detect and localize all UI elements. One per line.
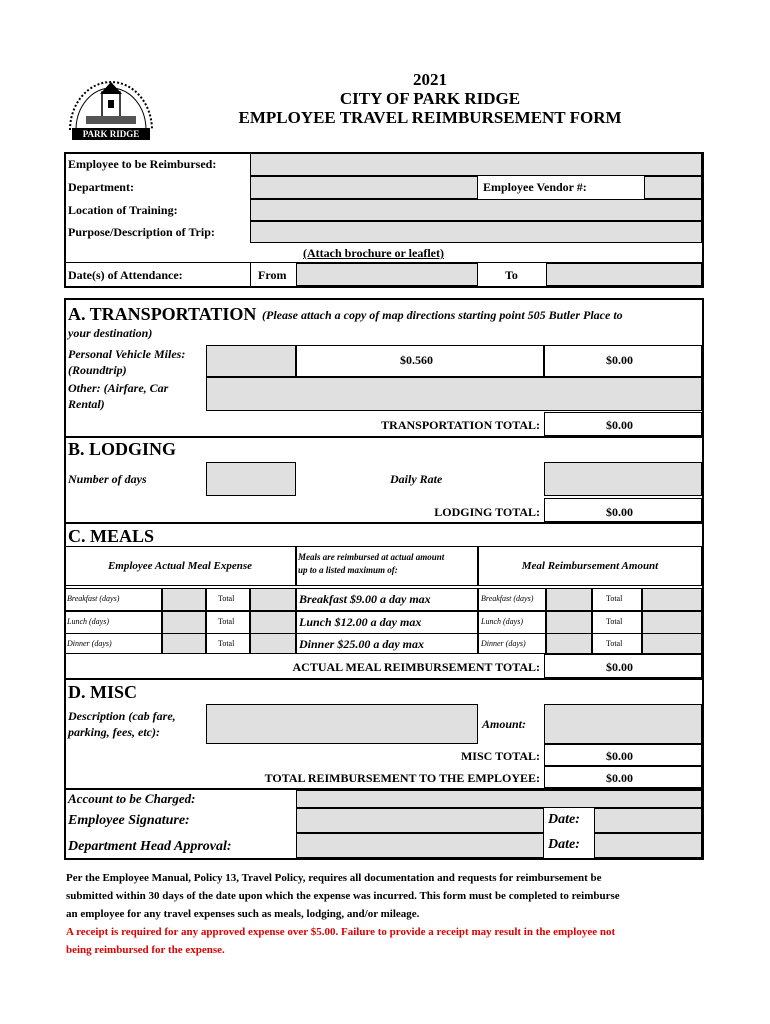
days-label: Number of days (68, 472, 147, 486)
employee-signature-label: Employee Signature: (68, 813, 190, 828)
meal-reimb-amount-field[interactable] (642, 611, 702, 634)
receipt-warning-2: being reimbursed for the expense. (66, 944, 225, 956)
meal-total-label-small: Total (218, 639, 235, 648)
transportation-total: $0.00 (606, 418, 633, 432)
lodging-total: $0.00 (606, 505, 633, 519)
meal-row-label: Lunch (days) (67, 617, 109, 626)
meal-reimb-days-field[interactable] (546, 588, 592, 611)
daily-rate-label: Daily Rate (390, 472, 443, 486)
meal-reimb-days-field[interactable] (546, 633, 592, 654)
location-label: Location of Training: (68, 203, 178, 217)
mileage-amount: $0.00 (606, 353, 633, 367)
employee-signature-field[interactable] (296, 808, 544, 833)
meal-total: $0.00 (606, 660, 633, 674)
policy-text-3: an employee for any travel expenses such as meals, lodging, and/or mileage. (66, 908, 420, 920)
misc-total: $0.00 (606, 749, 633, 763)
misc-total-label: MISC TOTAL: (460, 749, 540, 763)
meal-days-field[interactable] (162, 611, 206, 634)
city-logo (64, 70, 158, 142)
meal-reimb-total-label: Total (606, 594, 623, 603)
approval-date-field[interactable] (594, 833, 702, 858)
approval-signature-field[interactable] (296, 833, 544, 858)
employee-name-field[interactable] (250, 153, 702, 176)
lodging-days-field[interactable] (206, 462, 296, 496)
meal-reimb-days-field[interactable] (546, 611, 592, 634)
transportation-total-label: TRANSPORTATION TOTAL: (381, 418, 540, 432)
form-title: EMPLOYEE TRAVEL REIMBURSEMENT FORM (238, 108, 622, 127)
misc-description-field[interactable] (206, 704, 478, 744)
miles-label: Personal Vehicle Miles: (68, 347, 186, 361)
grand-total-label: TOTAL REIMBURSEMENT TO THE EMPLOYEE: (264, 771, 540, 785)
city-name: CITY OF PARK RIDGE (339, 89, 521, 108)
attach-note: (Attach brochure or leaflet) (303, 246, 444, 260)
other-label: Other: (Airfare, Car (68, 381, 169, 395)
meal-reimb-label: Breakfast (days) (481, 594, 534, 603)
from-label: From (258, 268, 287, 282)
meals-heading: C. MEALS (68, 526, 155, 546)
misc-description-label-2: parking, fees, etc): (68, 725, 160, 739)
account-field[interactable] (296, 790, 702, 808)
misc-heading: D. MISC (68, 682, 138, 702)
meal-row-label: Breakfast (days) (67, 594, 120, 603)
miles-label-2: (Roundtrip) (68, 363, 127, 377)
meal-reimb-amount-field[interactable] (642, 588, 702, 611)
meal-reimb-label: Lunch (days) (481, 617, 523, 626)
meal-amount-field[interactable] (250, 611, 296, 634)
lodging-total-label: LODGING TOTAL: (434, 505, 540, 519)
meal-reimbursement-header: Meal Reimbursement Amount (521, 560, 659, 572)
account-label: Account to be Charged: (68, 791, 196, 806)
misc-description-label: Description (cab fare, (68, 709, 176, 723)
meal-reimb-total-label: Total (606, 639, 623, 648)
location-field[interactable] (250, 199, 702, 221)
meal-days-field[interactable] (162, 588, 206, 611)
vendor-label: Employee Vendor #: (483, 180, 587, 194)
transportation-note-2: your destination) (68, 326, 153, 340)
meal-max-text: Lunch $12.00 a day max (299, 615, 422, 629)
meal-amount-field[interactable] (250, 588, 296, 611)
purpose-field[interactable] (250, 221, 702, 243)
meal-max-text: Dinner $25.00 a day max (299, 637, 425, 651)
meal-row-label: Dinner (days) (67, 639, 112, 648)
meal-reimb-label: Dinner (days) (481, 639, 526, 648)
mileage-rate: $0.560 (400, 353, 433, 367)
meal-total-label: ACTUAL MEAL REIMBURSEMENT TOTAL: (292, 660, 540, 674)
daily-rate-field[interactable] (544, 462, 702, 496)
receipt-warning: A receipt is required for any approved expense over $5.00. Failure to provide a receipt may result in the employee not (66, 926, 616, 938)
actual-meal-header: Employee Actual Meal Expense (107, 560, 253, 572)
misc-amount-field[interactable] (544, 704, 702, 744)
vendor-field[interactable] (644, 176, 702, 199)
meal-days-field[interactable] (162, 633, 206, 654)
meal-reimb-amount-field[interactable] (642, 633, 702, 654)
department-label: Department: (68, 180, 134, 194)
other-label-2: Rental) (68, 397, 105, 411)
meal-note: Meals are reimbursed at actual amount (298, 552, 445, 562)
meal-total-label-small: Total (218, 617, 235, 626)
logo-text: PARK RIDGE (82, 129, 140, 139)
lodging-heading: B. LODGING (68, 439, 177, 459)
dates-label: Date(s) of Attendance: (68, 268, 183, 282)
transportation-note: (Please attach a copy of map directions starting point 505 Butler Place to (262, 308, 623, 322)
meal-note-2: up to a listed maximum of: (298, 565, 398, 575)
transportation-heading: A. TRANSPORTATION (68, 304, 257, 324)
meal-max-text: Breakfast $9.00 a day max (299, 592, 431, 606)
from-date-field[interactable] (296, 263, 478, 286)
approval-date-label: Date: (548, 837, 580, 852)
form-year: 2021 (413, 70, 447, 89)
department-field[interactable] (250, 176, 478, 199)
to-date-field[interactable] (546, 263, 702, 286)
grand-total: $0.00 (606, 771, 633, 785)
approval-label: Department Head Approval: (68, 839, 232, 854)
to-label: To (505, 268, 518, 282)
meal-reimb-total-label: Total (606, 617, 623, 626)
policy-text-2: submitted within 30 days of the date upon which the expense was incurred. This form must be completed to reimburse (66, 890, 620, 902)
policy-text: Per the Employee Manual, Policy 13, Travel Policy, requires all documentation and requests for reimbursement be (66, 872, 602, 884)
miles-field[interactable] (206, 345, 296, 377)
signature-date-label: Date: (548, 812, 580, 827)
meal-amount-field[interactable] (250, 633, 296, 654)
signature-date-field[interactable] (594, 808, 702, 833)
other-transport-field[interactable] (206, 377, 702, 411)
misc-amount-label: Amount: (482, 717, 527, 731)
purpose-label: Purpose/Description of Trip: (68, 225, 215, 239)
employee-label: Employee to be Reimbursed: (68, 157, 217, 171)
meal-total-label-small: Total (218, 594, 235, 603)
